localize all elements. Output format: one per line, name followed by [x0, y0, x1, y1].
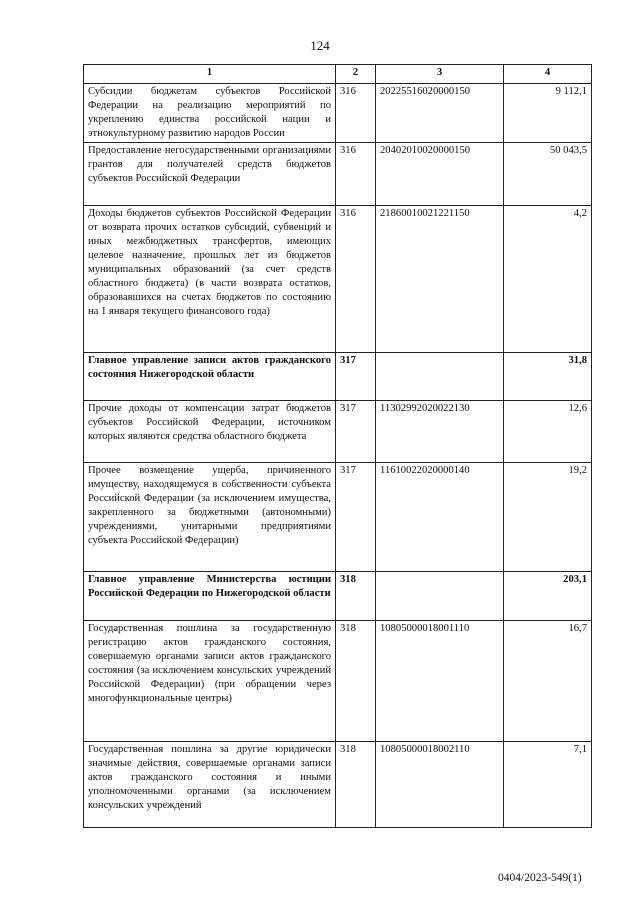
row-description: Главное управление Министерства юстиции Российской Федерации по Нижегородской области	[84, 572, 336, 621]
table-row	[84, 401, 592, 463]
column-header-amount: 4	[504, 65, 592, 84]
budget-revenue-table	[83, 64, 592, 828]
row-description: Прочие доходы от компенсации затрат бюджетов субъектов Российской Федерации, источником которых являются средства областного бюджета	[84, 401, 336, 463]
table-row	[84, 84, 592, 143]
table-row	[84, 621, 592, 742]
row-amount: 50 043,5	[504, 143, 592, 206]
row-admin-code: 317	[336, 353, 376, 401]
row-kbk: 10805000018001110	[376, 621, 504, 742]
column-header-description: 1	[84, 65, 336, 84]
page-number: 124	[310, 38, 330, 53]
row-kbk: 11610022020000140	[376, 463, 504, 572]
row-amount: 31,8	[504, 353, 592, 401]
row-description: Государственная пошлина за другие юридически значимые действия, совершаемые органами записи актов гражданского состояния и иными уполномоченными органами (за исключением консульских учреждений	[84, 742, 336, 828]
table-header-row	[84, 65, 592, 84]
table-row	[84, 143, 592, 206]
row-admin-code: 318	[336, 621, 376, 742]
row-kbk	[376, 353, 504, 401]
row-amount: 12,6	[504, 401, 592, 463]
row-description: Доходы бюджетов субъектов Российской Федерации от возврата прочих остатков субсидий, субвенций и иных межбюджетных трансфертов, имеющих целевое назначение, прошлых лет из бюджетов муниципальных образований (за счет средств областного бюджета) (в части возврата остатков, образовавшихся на счетах бюджетов по состоянию на 1 января текущего финансового года)	[84, 206, 336, 353]
table-row-section	[84, 353, 592, 401]
row-kbk: 21860010021221150	[376, 206, 504, 353]
row-admin-code: 318	[336, 742, 376, 828]
row-kbk: 20402010020000150	[376, 143, 504, 206]
table-row	[84, 463, 592, 572]
row-description: Государственная пошлина за государственную регистрацию актов гражданского состояния, совершаемую органами записи актов гражданского состояния (за исключением консульских учреждений Российской Федерации) (при обращении через многофункциональные центры)	[84, 621, 336, 742]
row-kbk: 10805000018002110	[376, 742, 504, 828]
row-kbk: 20225516020000150	[376, 84, 504, 143]
table-row	[84, 742, 592, 828]
row-description: Предоставление негосударственными организациями грантов для получателей средств бюджетов субъектов Российской Федерации	[84, 143, 336, 206]
row-amount: 19,2	[504, 463, 592, 572]
table-row	[84, 206, 592, 353]
row-amount: 9 112,1	[504, 84, 592, 143]
row-admin-code: 317	[336, 463, 376, 572]
row-admin-code: 317	[336, 401, 376, 463]
row-admin-code: 316	[336, 84, 376, 143]
column-header-kbk: 3	[376, 65, 504, 84]
row-description: Субсидии бюджетам субъектов Российской Федерации на реализацию мероприятий по укреплению единства российской нации и этнокультурному развитию народов России	[84, 84, 336, 143]
row-description: Главное управление записи актов гражданского состояния Нижегородской области	[84, 353, 336, 401]
row-admin-code: 318	[336, 572, 376, 621]
document-registration-code: 0404/2023-549(1)	[498, 872, 582, 884]
row-amount: 4,2	[504, 206, 592, 353]
row-kbk	[376, 572, 504, 621]
column-header-admin-code: 2	[336, 65, 376, 84]
row-admin-code: 316	[336, 143, 376, 206]
row-amount: 7,1	[504, 742, 592, 828]
row-kbk: 11302992020022130	[376, 401, 504, 463]
row-description: Прочее возмещение ущерба, причиненного имуществу, находящемуся в собственности субъекта Российской Федерации (за исключением имущества, закрепленного за бюджетными (автономными) учреждениями, унитарными предприятиями субъекта Российской Федерации)	[84, 463, 336, 572]
row-admin-code: 316	[336, 206, 376, 353]
row-amount: 16,7	[504, 621, 592, 742]
table-row-section	[84, 572, 592, 621]
row-amount: 203,1	[504, 572, 592, 621]
